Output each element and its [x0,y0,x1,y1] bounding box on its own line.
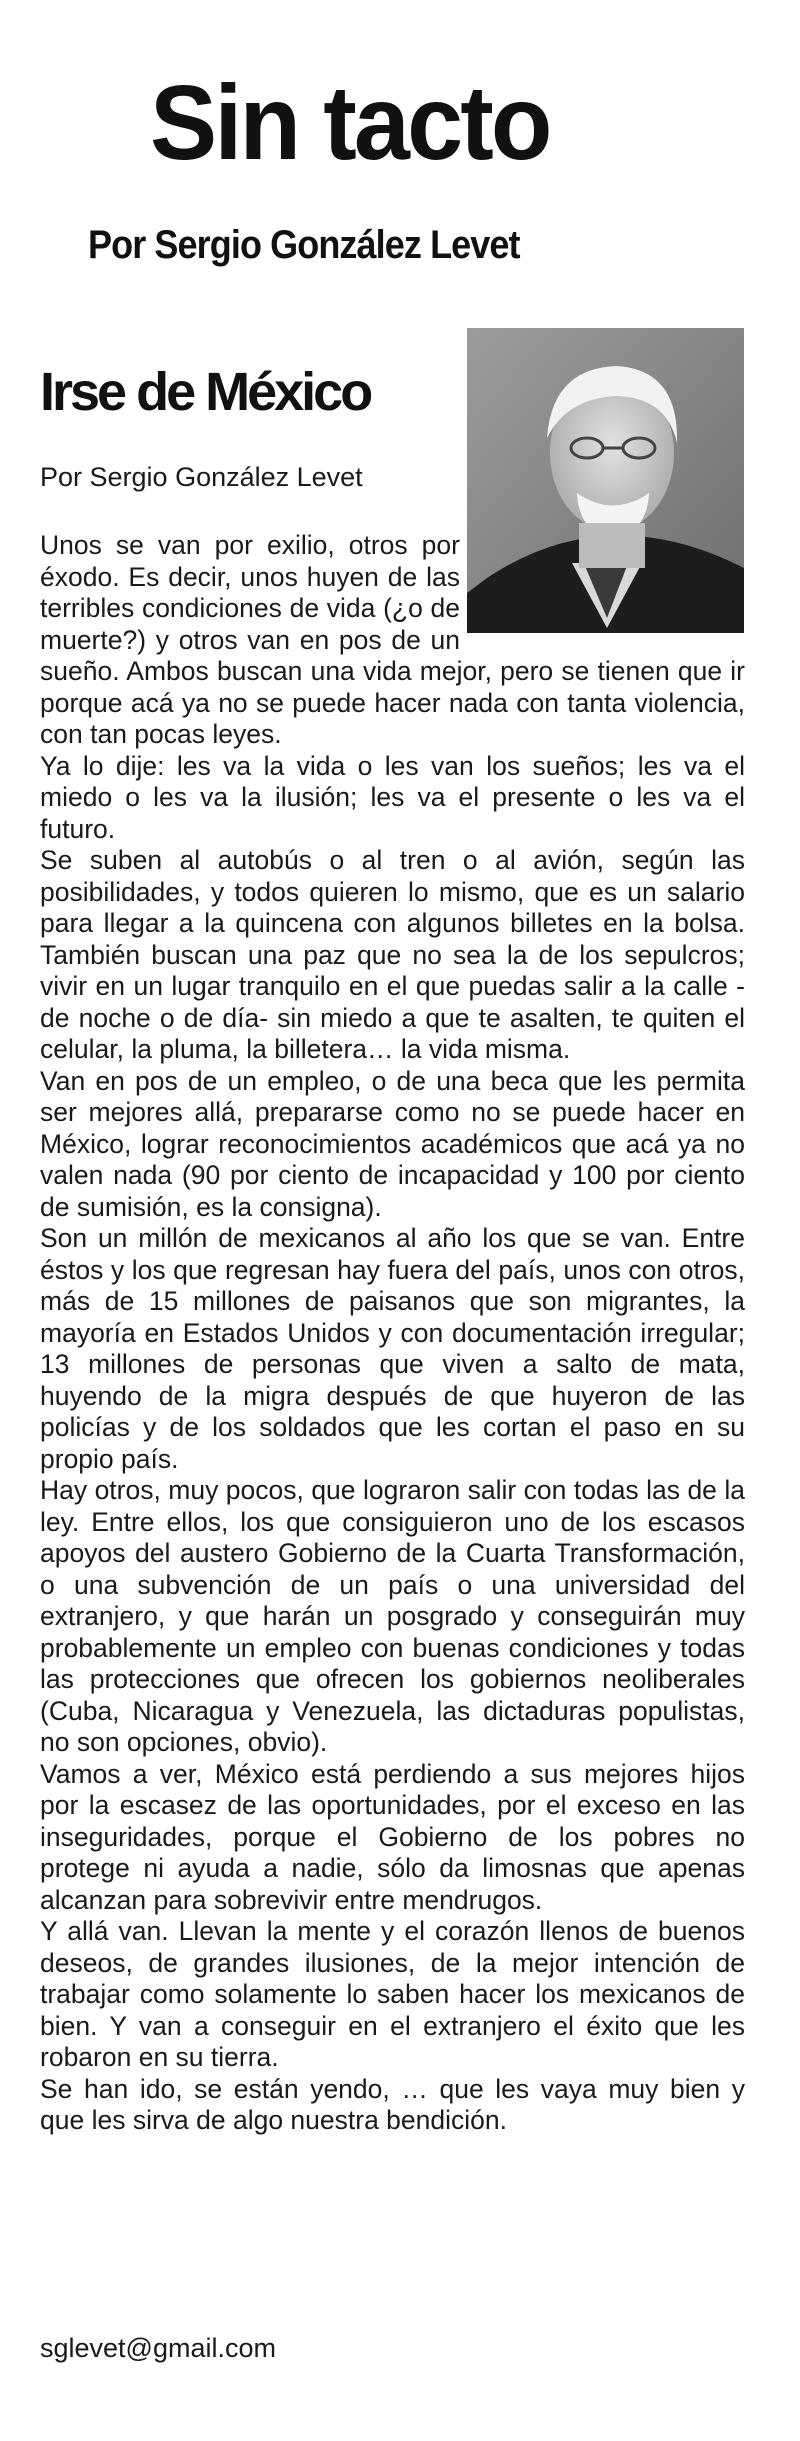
photo-spacer [460,530,745,655]
column-title: Sin tacto [150,64,550,182]
article-title: Irse de México [40,362,371,422]
author-email: sglevet@gmail.com [40,2333,276,2363]
column-byline: Por Sergio González Levet [88,223,520,267]
paragraph: Y allá van. Llevan la mente y el corazón llenos de buenos deseos, de grandes ilusiones, de la mejor intención de trabajar como solamente lo saben hacer los mexicanos de bien. Y van a conseguir en el extranjero el éxito que les robaron en su tierra. [40,1916,745,2072]
article-body [40,530,745,2137]
article-byline: Por Sergio González Levet [40,462,363,492]
paragraph: Son un millón de mexicanos al año los que se van. Entre éstos y los que regresan hay fuera del país, unos con otros, más de 15 millones de paisanos que son migrantes, la mayoría en Estados Unidos y con documentación irregular; 13 millones de personas que viven a salto de mata, huyendo de la migra después de que huyeron de las policías y de los soldados que les cortan el paso en su propio país. [40,1223,745,1474]
paragraph: Se suben al autobús o al tren o al avión, según las posibilidades, y todos quieren lo mismo, que es un salario para llegar a la quincena con algunos billetes en la bolsa. También buscan una paz que no sea la de los sepulcros; vivir en un lugar tranquilo en el que puedas salir a la calle -de noche o de día- sin miedo a que te asalten, te quiten el celular, la pluma, la billetera… la vida misma. [40,845,745,1064]
paragraph: Hay otros, muy pocos, que lograron salir con todas las de la ley. Entre ellos, los que consiguieron uno de los escasos apoyos del austero Gobierno de la Cuarta Transformación, o una subvención de un país o una universidad del extranjero, y que harán un posgrado y conseguirán muy probablemente un empleo con buenas condiciones y todas las protecciones que ofrecen los gobiernos neoliberales (Cuba, Nicaragua y Venezuela, las dictaduras populistas, no son opciones, obvio). [40,1475,745,1757]
paragraph: Unos se van por exilio, otros por éxodo. Es decir, unos huyen de las terribles condiciones de vida (¿o de muerte?) y otros van en pos de un sueño. Ambos buscan una vida mejor, pero se tienen que ir porque acá ya no se puede hacer nada con tanta violencia, con tan pocas leyes. [40,530,745,749]
column-header [0,0,800,330]
paragraph: Ya lo dije: les va la vida o les van los sueños; les va el miedo o les va la ilusión; les va el presente o les va el futuro. [40,750,745,844]
paragraph: Van en pos de un empleo, o de una beca que les permita ser mejores allá, prepararse como no se puede hacer en México, lograr reconocimientos académicos que acá ya no valen nada (90 por ciento de incapacidad y 100 por ciento de sumisión, es la consigna). [40,1065,745,1222]
paragraph: Vamos a ver, México está perdiendo a sus mejores hijos por la escasez de las oportunidades, por el exceso en las inseguridades, porque el Gobierno de los pobres no protege ni ayuda a nadie, sólo da limosnas que apenas alcanzan para sobrevivir entre mendrugos. [40,1758,745,1915]
paragraph: Se han ido, se están yendo, … que les vaya muy bien y que les sirva de algo nuestra bendición. [40,2073,745,2135]
